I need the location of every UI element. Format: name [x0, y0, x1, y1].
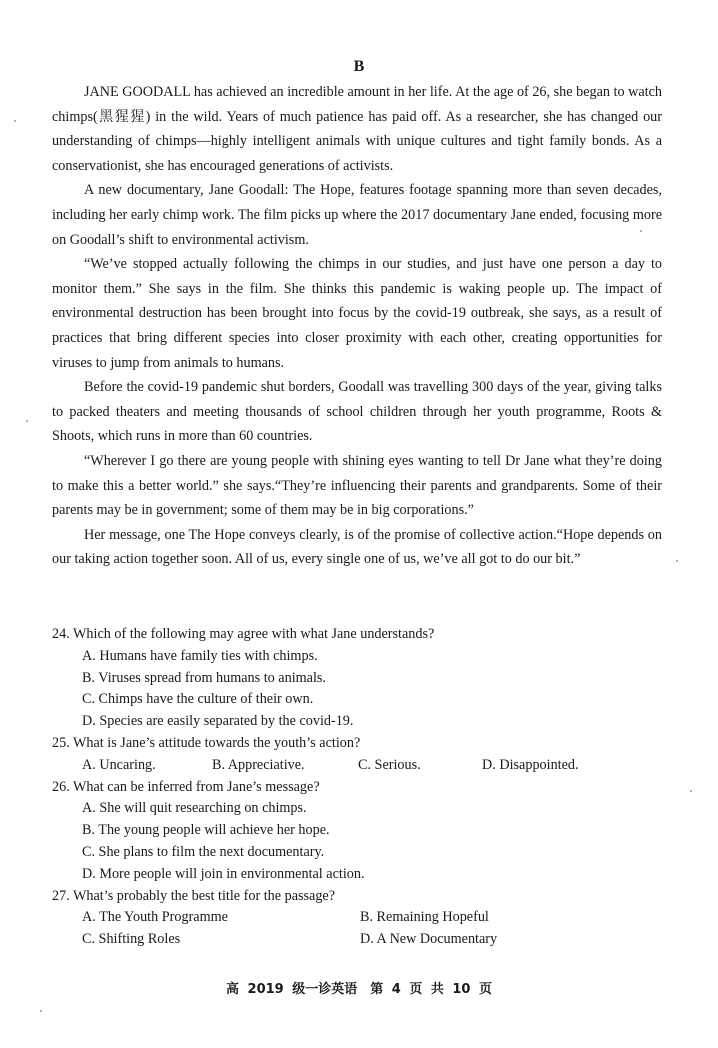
- option-a: A. The Youth Programme: [82, 909, 228, 926]
- question-stem: 24. Which of the following may agree with what Jane understands?: [52, 626, 435, 642]
- question-27: [52, 886, 662, 951]
- option-c: C. Chimps have the culture of their own.: [82, 691, 314, 708]
- passage-paragraph: Before the covid-19 pandemic shut borders, Goodall was travelling 300 days of the year, giving talks to packed theaters and meeting thousands of school children through her youth programme, Roots & Shoots, which runs in more than 60 countries.: [52, 379, 662, 445]
- option-c: C. She plans to film the next documentary.: [82, 843, 325, 860]
- option-b: B. Remaining Hopeful: [360, 909, 489, 926]
- passage-paragraph: Her message, one The Hope conveys clearly, is of the promise of collective action.“Hope depends on our taking action together soon. All of us, every single one of us, we’ve all got to do our bit.”: [52, 526, 662, 568]
- scan-speck: [690, 790, 692, 792]
- option-b: B. The young people will achieve her hope.: [82, 822, 330, 839]
- question-24: [52, 624, 662, 733]
- section-label: B: [353, 58, 365, 75]
- passage-paragraph: “Wherever I go there are young people with shining eyes wanting to tell Dr Jane what they’re doing to make this a better world.” she says.“They’re influencing their parents and grandparents. Some of their parents may be in government; some of them may be in big corporations.”: [52, 452, 662, 519]
- question-list: [52, 624, 662, 951]
- page-footer: 高 2019 级一诊英语 第 4 页 共 10 页: [226, 982, 492, 997]
- scan-speck: [40, 1010, 42, 1012]
- option-b: B. Appreciative.: [212, 756, 305, 773]
- passage-paragraph: “We’ve stopped actually following the chimps in our studies, and just have one person a day to monitor them.” She says in the film. She thinks this pandemic is waking people up. The impact of environmental destruction has been brought into focus by the covid-19 outbreak, she says, as a result of practices that bring different species into closer proximity with each other, creating opportunities for viruses to jump from animals to humans.: [52, 256, 662, 371]
- option-a: A. She will quit researching on chimps.: [82, 800, 307, 817]
- option-c: C. Serious.: [358, 756, 421, 773]
- scan-speck: [26, 420, 28, 422]
- option-d: D. More people will join in environmental action.: [82, 865, 365, 882]
- question-26: [52, 777, 662, 886]
- option-d: D. Species are easily separated by the covid-19.: [82, 713, 354, 730]
- option-a: A. Uncaring.: [82, 756, 156, 773]
- option-d: D. A New Documentary: [360, 931, 498, 948]
- passage-paragraph: JANE GOODALL has achieved an incredible amount in her life. At the age of 26, she began to watch chimps(黑猩猩) in the wild. Years of much patience has paid off. As a researcher, she has changed our understanding of chimps—highly intelligent animals with unique cultures and tight family bonds. As a conservationist, she has encouraged generations of activists.: [52, 84, 662, 174]
- option-d: D. Disappointed.: [482, 756, 579, 773]
- question-stem: 25. What is Jane’s attitude towards the youth’s action?: [52, 734, 361, 751]
- scan-speck: [14, 120, 16, 122]
- passage-paragraph: A new documentary, Jane Goodall: The Hope, features footage spanning more than seven decades, including her early chimp work. The film picks up where the 2017 documentary Jane ended, focusing more on Goodall’s shift to environmental activism.: [52, 182, 662, 248]
- scan-speck: [640, 230, 642, 232]
- option-c: C. Shifting Roles: [82, 931, 181, 948]
- reading-passage: [52, 80, 662, 572]
- option-a: A. Humans have family ties with chimps.: [82, 647, 318, 664]
- option-b: B. Viruses spread from humans to animals.: [82, 669, 326, 686]
- scan-speck: [676, 560, 678, 562]
- question-25: [52, 733, 662, 777]
- question-stem: 27. What’s probably the best title for the passage?: [52, 887, 336, 904]
- question-stem: 26. What can be inferred from Jane’s message?: [52, 778, 320, 795]
